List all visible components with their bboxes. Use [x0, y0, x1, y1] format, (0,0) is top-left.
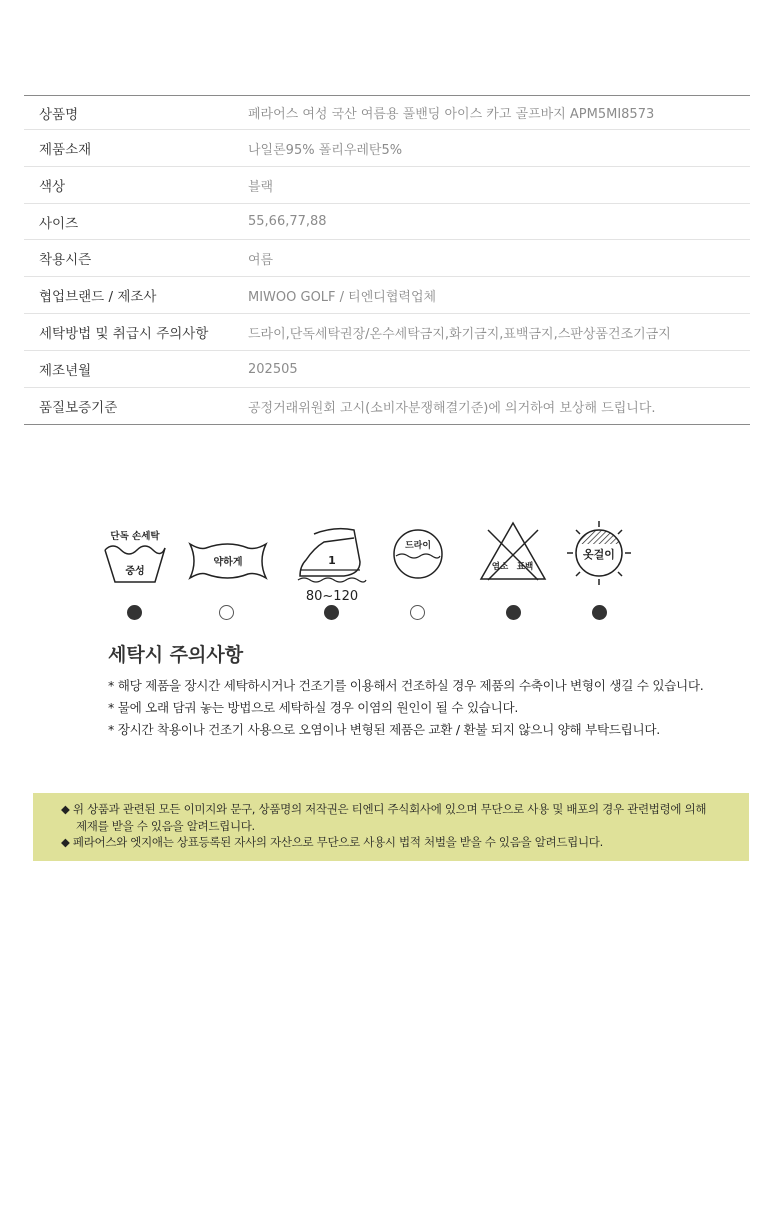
spec-value: 202505: [248, 361, 298, 377]
spec-value: 55,66,77,88: [248, 214, 327, 229]
spec-value: 나일론95% 폴리우레탄5%: [248, 142, 403, 158]
notice-line: ◆ 페라어스와 엣지애는 상표등록된 자사의 자산으로 무단으로 사용시 법적 처벌을 받을 수 있음을 알려드립니다.: [61, 835, 603, 849]
care-note: * 해당 제품을 장시간 세탁하시거나 건조기를 이용해서 건조하실 경우 제품의 수축이나 변형이 생길 수 있습니다.: [108, 678, 704, 693]
wring-applies-dot: [219, 605, 234, 620]
spec-label: 품질보증기준: [39, 400, 118, 416]
hang-applies-dot: [592, 605, 607, 620]
copyright-notice: [33, 793, 749, 861]
product-spec-table: [24, 95, 750, 425]
bleach-applies-dot: [506, 605, 521, 620]
spec-row-size: [24, 204, 750, 240]
spec-value: MIWOO GOLF / 티엔디협력업체: [248, 289, 437, 305]
hang-label: 옷걸이: [583, 548, 615, 561]
spec-value: 페라어스 여성 국산 여름용 풀밴딩 아이스 카고 골프바지 APM5MI8573: [248, 107, 655, 122]
notice-line: ◆ 위 상품과 관련된 모든 이미지와 문구, 상품명의 저작권은 티엔디 주식회사에 있으며 무단으로 사용 및 배포의 경우 관련법령에 의해: [61, 802, 707, 816]
spec-row-season: [24, 240, 750, 277]
spec-label: 제조년월: [39, 363, 92, 379]
no-bleach-icon: [478, 520, 548, 582]
bleach-right-label: 표백: [516, 562, 534, 572]
care-symbols: [0, 516, 780, 626]
spec-label: 세탁방법 및 취급시 주의사항: [39, 326, 209, 342]
spec-label: 협업브랜드 / 제조사: [39, 289, 157, 305]
spec-row-brand: [24, 277, 750, 314]
care-note: * 장시간 착용이나 건조기 사용으로 오염이나 변형된 제품은 교환 / 환불 되지 않으니 양해 부탁드립니다.: [108, 722, 660, 737]
spec-row-name: [24, 96, 750, 130]
iron-level-label: 1: [328, 554, 336, 567]
dry-label: 드라이: [404, 541, 432, 551]
spec-row-material: [24, 130, 750, 167]
care-notes-title: 세탁시 주의사항: [108, 644, 244, 666]
dry-applies-dot: [410, 605, 425, 620]
spec-value: 여름: [248, 252, 274, 268]
spec-value: 드라이,단독세탁권장/온수세탁금지,화기금지,표백금지,스판상품건조기금지: [248, 326, 671, 342]
hang-dry-icon: [566, 520, 632, 586]
spec-row-date: [24, 351, 750, 388]
spec-label: 상품명: [39, 106, 79, 123]
wring-label: 약하게: [213, 557, 243, 568]
handwash-icon: [103, 526, 167, 586]
spec-label: 착용시즌: [39, 252, 92, 268]
spec-row-washing: [24, 314, 750, 351]
spec-row-warranty: [24, 388, 750, 424]
handwash-applies-dot: [127, 605, 142, 620]
spec-label: 사이즈: [39, 215, 79, 232]
care-note: * 물에 오래 담궈 놓는 방법으로 세탁하실 경우 이염의 원인이 될 수 있습니다.: [108, 700, 519, 715]
spec-label: 색상: [39, 179, 66, 195]
iron-temp-label: 80~120: [305, 589, 359, 604]
spec-row-color: [24, 167, 750, 204]
notice-line: 제재를 받을 수 있음을 알려드립니다.: [76, 818, 255, 833]
handwash-top-label: 단독 손세탁: [110, 531, 160, 542]
dry-clean-icon: [392, 528, 444, 580]
wring-gently-icon: [186, 538, 270, 584]
spec-label: 제품소재: [39, 142, 92, 158]
iron-icon: [294, 522, 368, 604]
iron-applies-dot: [324, 605, 339, 620]
bleach-left-label: 염소: [491, 562, 509, 572]
spec-value: 공정거래위원회 고시(소비자분쟁해결기준)에 의거하여 보상해 드립니다.: [248, 400, 656, 416]
spec-value: 블랙: [248, 179, 274, 195]
handwash-bottom-label: 중성: [125, 566, 145, 577]
care-notes-list: [108, 675, 748, 741]
